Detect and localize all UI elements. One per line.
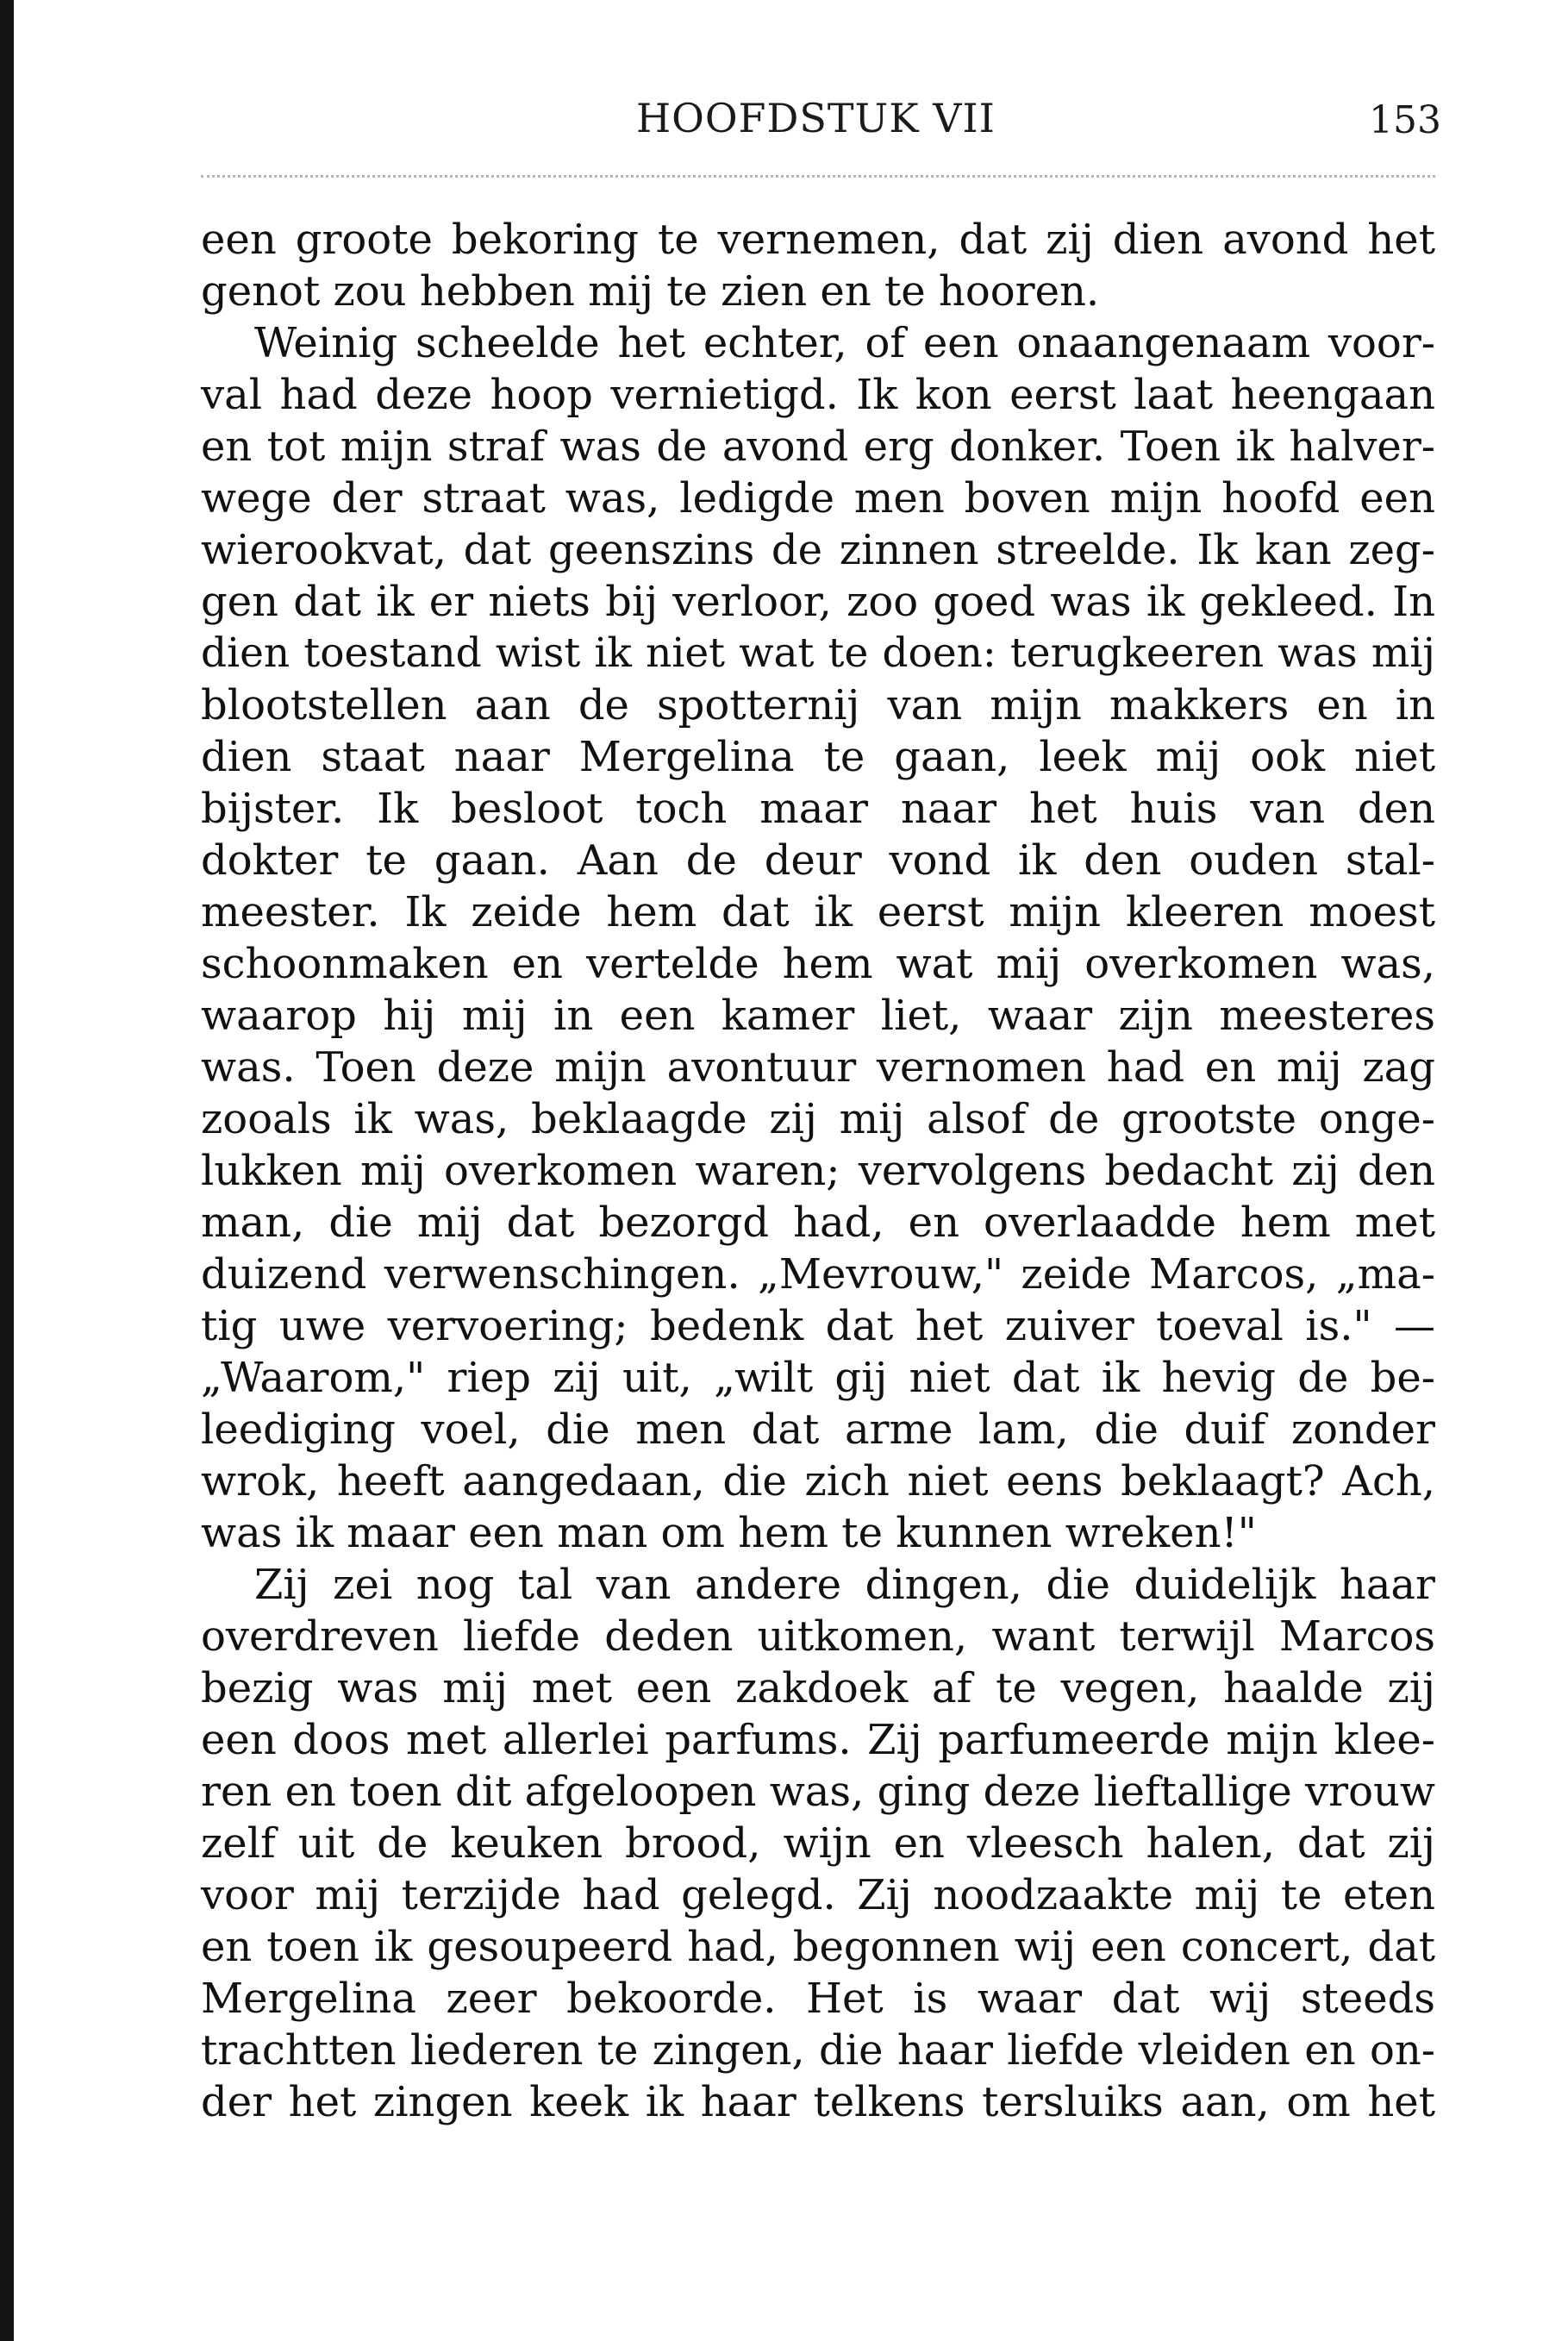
text-line: bezig was mij met een zakdoek af te vegen, haalde zij <box>201 1664 1435 1712</box>
header-divider <box>201 175 1435 178</box>
text-line: was. Toen deze mijn avontuur vernomen had en mij zag <box>201 1043 1435 1092</box>
text-line: Zij zei nog tal van andere dingen, die duidelijk haar <box>254 1561 1435 1609</box>
text-line: overdreven liefde deden uitkomen, want terwijl Marcos <box>201 1612 1435 1661</box>
text-line: en tot mijn straf was de avond erg donker. Toen ik halver- <box>201 423 1435 471</box>
text-line: leediging voel, die men dat arme lam, die duif zonder <box>201 1405 1435 1454</box>
text-line: tig uwe vervoering; bedenk dat het zuiver toeval is." — <box>201 1302 1435 1350</box>
text-line: voor mij terzijde had gelegd. Zij noodzaakte mij te eten <box>201 1871 1435 1919</box>
text-line: zooals ik was, beklaagde zij mij alsof de grootste onge- <box>201 1095 1435 1143</box>
text-line: dien toestand wist ik niet wat te doen: terugkeeren was mij <box>201 629 1435 677</box>
text-line: was ik maar een man om hem te kunnen wreken!" <box>201 1509 1257 1557</box>
text-line: zelf uit de keuken brood, wijn en vleesch halen, dat zij <box>201 1819 1435 1868</box>
text-line: val had deze hoop vernietigd. Ik kon eerst laat heengaan <box>201 371 1435 419</box>
text-line: bijster. Ik besloot toch maar naar het huis van den <box>201 785 1435 833</box>
page-number: 153 <box>1369 98 1441 142</box>
text-line: schoonmaken en vertelde hem wat mij overkomen was, <box>201 940 1435 988</box>
text-line: meester. Ik zeide hem dat ik eerst mijn kleeren moest <box>201 888 1435 936</box>
text-line: dien staat naar Mergelina te gaan, leek mij ook niet <box>201 733 1435 781</box>
chapter-heading: HOOFDSTUK VII <box>636 95 996 141</box>
text-line: duizend verwenschingen. „Mevrouw," zeide Marcos, „ma- <box>201 1250 1435 1299</box>
text-line: man, die mij dat bezorgd had, en overlaadde hem met <box>201 1199 1435 1247</box>
text-line: Weinig scheelde het echter, of een onaangenaam voor- <box>254 319 1435 367</box>
text-line: en toen ik gesoupeerd had, begonnen wij een concert, dat <box>201 1923 1435 1971</box>
text-line: genot zou hebben mij te zien en te hooren. <box>201 267 1100 316</box>
text-line: blootstellen aan de spotternij van mijn makkers en in <box>201 681 1435 729</box>
text-line: ren en toen dit afgeloopen was, ging deze lieftallige vrouw <box>201 1768 1435 1816</box>
text-line: dokter te gaan. Aan de deur vond ik den ouden stal- <box>201 836 1435 885</box>
text-line: der het zingen keek ik haar telkens tersluiks aan, om het <box>201 2078 1435 2126</box>
text-line: een groote bekoring te vernemen, dat zij dien avond het <box>201 216 1435 264</box>
text-line: wege der straat was, ledigde men boven mijn hoofd een <box>201 474 1435 523</box>
text-line: wrok, heeft aangedaan, die zich niet eens beklaagt? Ach, <box>201 1457 1435 1505</box>
text-line: „Waarom," riep zij uit, „wilt gij niet dat ik hevig de be- <box>201 1354 1435 1402</box>
body-text <box>201 214 1435 2128</box>
text-line: waarop hij mij in een kamer liet, waar zijn meesteres <box>201 992 1435 1040</box>
text-line: lukken mij overkomen waren; vervolgens bedacht zij den <box>201 1147 1435 1195</box>
page-binding-edge <box>0 0 14 2341</box>
text-line: trachtten liederen te zingen, die haar liefde vleiden en on- <box>201 2026 1435 2075</box>
text-line: Mergelina zeer bekoorde. Het is waar dat wij steeds <box>201 1975 1435 2023</box>
text-line: gen dat ik er niets bij verloor, zoo goed was ik gekleed. In <box>201 578 1435 626</box>
text-line: wierookvat, dat geenszins de zinnen streelde. Ik kan zeg- <box>201 526 1435 574</box>
text-line: een doos met allerlei parfums. Zij parfumeerde mijn klee- <box>201 1716 1435 1764</box>
